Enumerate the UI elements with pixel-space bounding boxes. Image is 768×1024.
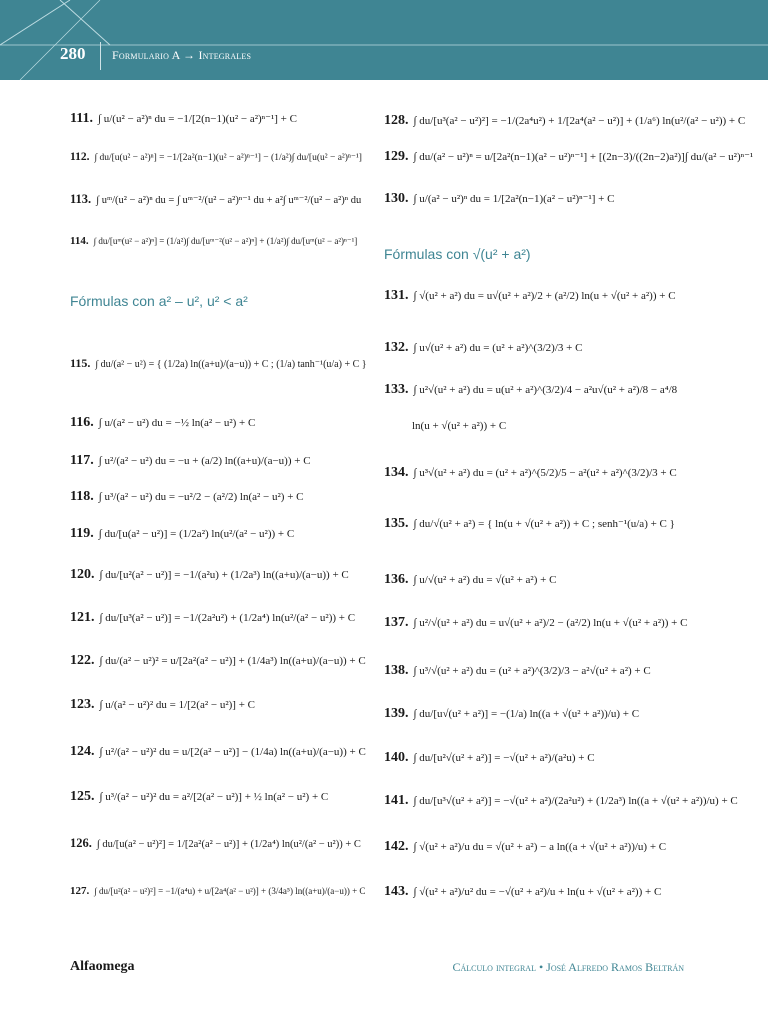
formula-expression: ∫ u/(u² − a²)ⁿ du = −1/[2(n−1)(u² − a²)ⁿ⁻¹] + C	[97, 113, 297, 125]
formula-expression: ∫ du/[u³√(u² + a²)] = −√(u² + a²)/(2a²u²) + (1/2a³) ln((a + √(u² + a²))/u) + C	[413, 795, 738, 807]
formula-number: 136.	[384, 572, 409, 587]
formula-115	[70, 356, 367, 372]
section-heading-sqrt-u2-plus-a2: Fórmulas con √(u² + a²)	[384, 246, 531, 262]
formula-number: 137.	[384, 615, 409, 630]
formula-123	[70, 698, 255, 712]
formula-136	[384, 573, 556, 587]
formula-expression: ∫ u²/(a² − u²)² du = u/[2(a² − u²)] − (1/4a) ln((a+u)/(a−u)) + C	[99, 746, 366, 758]
formula-112	[70, 150, 362, 165]
formula-number: 134.	[384, 465, 409, 480]
formula-116	[70, 416, 255, 430]
formula-number: 131.	[384, 288, 409, 303]
formula-number: 114.	[70, 235, 89, 247]
formula-expression: ∫ du/[u²√(u² + a²)] = −√(u² + a²)/(a²u) + C	[413, 752, 595, 764]
formula-expression: ∫ u³/(a² − u²) du = −u²/2 − (a²/2) ln(a² − u²) + C	[98, 491, 304, 503]
formula-number: 118.	[70, 489, 94, 504]
formula-expression: ∫ du/√(u² + a²) = { ln(u + √(u² + a²)) + C ; senh⁻¹(u/a) + C }	[413, 518, 675, 530]
formula-expression: ∫ u/(a² − u²)ⁿ du = 1/[2a²(n−1)(a² − u²)ⁿ⁻¹] + C	[413, 193, 615, 205]
formula-expression: ∫ du/[u²(a² − u²)²] = −1/(a⁴u) + u/[2a⁴(a² − u²)] + (3/4a⁵) ln((a+u)/(a−u)) + C	[94, 886, 366, 896]
section-heading-a2-minus-u2: Fórmulas con a² – u², u² < a²	[70, 293, 248, 309]
formula-number: 138.	[384, 663, 409, 678]
footer-book-title: Cálculo integral • José Alfredo Ramos Beltrán	[452, 960, 684, 974]
formula-number: 113.	[70, 192, 92, 206]
formula-expression: ∫ du/(a² − u²)ⁿ = u/[2a²(n−1)(a² − u²)ⁿ⁻¹] + [(2n−3)/((2n−2)a²)]∫ du/(a² − u²)ⁿ⁻¹	[413, 151, 754, 163]
formula-number: 125.	[70, 789, 95, 804]
header-divider	[100, 42, 101, 70]
formula-129	[384, 150, 753, 164]
formula-119	[70, 527, 294, 541]
formula-number: 119.	[70, 526, 94, 541]
formula-number: 129.	[384, 149, 409, 164]
formula-number: 142.	[384, 839, 409, 854]
formula-expression: ln(u + √(u² + a²)) + C	[412, 420, 507, 432]
formula-expression: ∫ du/(a² − u²) = { (1/2a) ln((a+u)/(a−u)) + C ; (1/a) tanh⁻¹(u/a) + C }	[95, 359, 367, 370]
formula-135	[384, 517, 675, 531]
formula-number: 126.	[70, 836, 92, 850]
formula-number: 135.	[384, 516, 409, 531]
formula-134	[384, 466, 677, 480]
formula-number: 112.	[70, 151, 90, 163]
formula-number: 132.	[384, 340, 409, 355]
formula-expression: ∫ u√(u² + a²) du = (u² + a²)^(3/2)/3 + C	[413, 342, 583, 354]
formula-number: 123.	[70, 697, 95, 712]
formula-expression: ∫ u/(a² − u²) du = −½ ln(a² − u²) + C	[98, 417, 256, 429]
formula-number: 140.	[384, 750, 409, 765]
formula-expression: ∫ du/[u(a² − u²)] = (1/2a²) ln(u²/(a² − u²)) + C	[98, 528, 295, 540]
formula-143	[384, 885, 661, 899]
formula-number: 139.	[384, 706, 409, 721]
formula-expression: ∫ du/[u²(a² − u²)] = −1/(a²u) + (1/2a³) ln((a+u)/(a−u)) + C	[99, 569, 349, 581]
formula-expression: ∫ u/√(u² + a²) du = √(u² + a²) + C	[413, 574, 557, 586]
formula-120	[70, 568, 349, 582]
formula-expression: ∫ du/[u³(a² − u²)] = −1/(2a²u²) + (1/2a⁴) ln(u²/(a² − u²)) + C	[99, 612, 356, 624]
formula-number: 121.	[70, 610, 95, 625]
formula-117	[70, 454, 311, 468]
page-header	[0, 0, 768, 80]
formula-number: 117.	[70, 453, 94, 468]
formula-133	[384, 383, 677, 397]
formula-number: 111.	[70, 111, 93, 126]
page-number: 280	[60, 44, 86, 63]
formula-139	[384, 707, 639, 721]
formula-126	[70, 836, 361, 852]
formula-131	[384, 289, 676, 303]
formula-127	[70, 884, 365, 898]
formula-expression: ∫ du/[u³(a² − u²)²] = −1/(2a⁴u²) + 1/[2a⁴(a² − u²)] + (1/a⁶) ln(u²/(a² − u²)) + C	[413, 115, 746, 127]
formula-expression: ∫ u²√(u² + a²) du = u(u² + a²)^(3/2)/4 − a²u√(u² + a²)/8 − a⁴/8	[413, 384, 678, 396]
formula-142	[384, 840, 666, 854]
formula-number: 133.	[384, 382, 409, 397]
formula-118	[70, 490, 304, 504]
formula-number: 116.	[70, 415, 94, 430]
formula-expression: ∫ uᵐ/(u² − a²)ⁿ du = ∫ uᵐ⁻²/(u² − a²)ⁿ⁻¹ du + a²∫ uᵐ⁻²/(u² − a²)ⁿ du	[96, 195, 362, 206]
formula-113	[70, 192, 361, 208]
formula-132	[384, 341, 582, 355]
footer-publisher: Alfaomega	[70, 959, 135, 974]
formula-number: 130.	[384, 191, 409, 206]
formula-expression: ∫ du/[u√(u² + a²)] = −(1/a) ln((a + √(u² + a²))/u) + C	[413, 708, 640, 720]
header-title: Formulario A → Integrales	[112, 48, 252, 62]
formula-expression: ∫ √(u² + a²)/u du = √(u² + a²) − a ln((a + √(u² + a²))/u) + C	[413, 841, 667, 853]
formula-138	[384, 664, 651, 678]
formula-140	[384, 751, 595, 765]
formula-expression: ∫ u²/√(u² + a²) du = u√(u² + a²)/2 − (a²/2) ln(u + √(u² + a²)) + C	[413, 617, 688, 629]
formula-expression: ∫ du/[uᵐ(u² − a²)ⁿ] = (1/a²)∫ du/[uᵐ⁻²(u² − a²)ⁿ] + (1/a²)∫ du/[uᵐ(u² − a²)ⁿ⁻¹]	[93, 236, 358, 246]
formula-expression: ∫ u²/(a² − u²) du = −u + (a/2) ln((a+u)/(a−u)) + C	[98, 455, 311, 467]
formula-expression: ∫ u³/(a² − u²)² du = a²/[2(a² − u²)] + ½ ln(a² − u²) + C	[99, 791, 329, 803]
formula-111	[70, 112, 297, 126]
header-decoration-icon	[0, 0, 768, 80]
formula-expression: ∫ du/[u(a² − u²)²] = 1/[2a²(a² − u²)] + (1/2a⁴) ln(u²/(a² − u²)) + C	[96, 839, 361, 850]
formula-number: 124.	[70, 744, 95, 759]
formula-124	[70, 745, 366, 759]
formula-114	[70, 234, 357, 248]
formula-expression: ∫ du/(a² − u²)² = u/[2a²(a² − u²)] + (1/4a³) ln((a+u)/(a−u)) + C	[99, 655, 366, 667]
formula-122	[70, 654, 366, 668]
formula-number: 143.	[384, 884, 409, 899]
formula-141	[384, 794, 738, 808]
formula-number: 128.	[384, 113, 409, 128]
formula-number: 115.	[70, 356, 91, 370]
formula-expression: ∫ √(u² + a²) du = u√(u² + a²)/2 + (a²/2) ln(u + √(u² + a²)) + C	[413, 290, 676, 302]
formula-expression: ∫ √(u² + a²)/u² du = −√(u² + a²)/u + ln(u + √(u² + a²)) + C	[413, 886, 662, 898]
formula-expression: ∫ u/(a² − u²)² du = 1/[2(a² − u²)] + C	[99, 699, 256, 711]
formula-133-continuation	[412, 419, 506, 433]
formula-130	[384, 192, 614, 206]
formula-137	[384, 616, 687, 630]
formula-expression: ∫ u³/√(u² + a²) du = (u² + a²)^(3/2)/3 − a²√(u² + a²) + C	[413, 665, 651, 677]
formula-expression: ∫ u³√(u² + a²) du = (u² + a²)^(5/2)/5 − a²(u² + a²)^(3/2)/3 + C	[413, 467, 677, 479]
formula-121	[70, 611, 355, 625]
formula-number: 120.	[70, 567, 95, 582]
formula-125	[70, 790, 328, 804]
formula-expression: ∫ du/[u(u² − a²)ⁿ] = −1/[2a²(n−1)(u² − a²)ⁿ⁻¹] − (1/a²)∫ du/[u(u² − a²)ⁿ⁻¹]	[94, 153, 362, 163]
formula-number: 141.	[384, 793, 409, 808]
formula-128	[384, 114, 745, 128]
formula-number: 127.	[70, 885, 90, 897]
formula-number: 122.	[70, 653, 95, 668]
